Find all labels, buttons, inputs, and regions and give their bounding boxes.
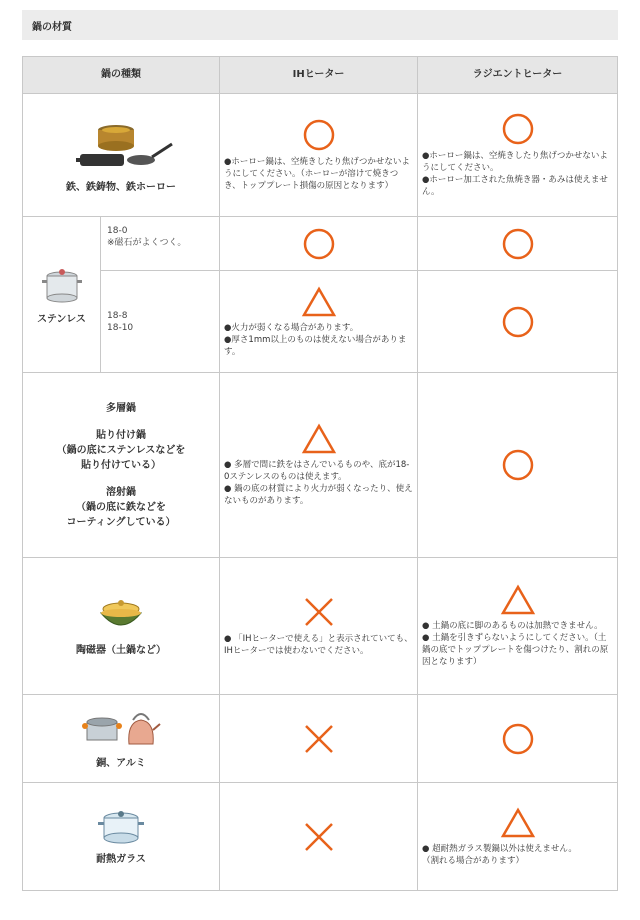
circle-icon — [422, 448, 613, 482]
stainless-pot-illustration — [24, 264, 99, 308]
material-line: 貼り付けている） — [81, 459, 161, 471]
ih-cell-stainless-18-8 — [220, 271, 418, 373]
section-header — [22, 10, 618, 40]
material-cell-iron — [23, 94, 220, 217]
material-line: 多層鍋 — [106, 402, 136, 414]
ih-cell-stainless-18-0 — [220, 217, 418, 271]
pot-material-table — [22, 56, 618, 891]
section-title: 鍋の材質 — [32, 22, 72, 33]
radiant-cell-multilayer — [418, 373, 618, 558]
col-header-ih: IHヒーター — [220, 57, 418, 94]
cross-icon — [224, 595, 413, 629]
material-name: 銅、アルミ — [96, 757, 146, 769]
radiant-note: ● 土鍋の底に脚のあるものは加熱できません。 ● 土鍋を引きずらないようにしてください。（土鍋の底でトッププレートを傷つけたり、割れの原因となります） — [422, 621, 609, 667]
radiant-cell-iron — [418, 94, 618, 217]
triangle-icon — [224, 286, 413, 318]
copper-pots-illustration — [24, 708, 218, 752]
col-header-type: 鍋の種類 — [23, 57, 220, 94]
iron-pots-illustration — [24, 116, 218, 176]
cross-icon — [224, 722, 413, 756]
radiant-cell-stainless-18-0 — [418, 217, 618, 271]
ih-cell-copper — [220, 695, 418, 783]
stainless-18-0-label: 18-0 ※磁石がよくつく。 — [101, 217, 220, 271]
material-cell-multilayer — [23, 373, 220, 558]
material-name: 鉄、鉄鋳物、鉄ホーロー — [66, 182, 176, 193]
glass-pot-illustration — [24, 808, 218, 848]
stainless-18-8-label: 18-8 18-10 — [101, 271, 220, 373]
material-line: （鍋の底に鉄などを — [76, 501, 166, 513]
ih-note: ●火力が弱くなる場合があります。 ●厚さ1mm以上のものは使えない場合があります。 — [224, 322, 407, 357]
ih-cell-ceramic — [220, 558, 418, 695]
col-header-radiant: ラジエントヒーター — [418, 57, 618, 94]
ih-note: ●ホーロー鍋は、空焼きしたり焦げつかせないようにしてください。（ホーローが溶けて焼きつき、トッププレート損傷の原因となります） — [224, 157, 410, 191]
radiant-cell-copper — [418, 695, 618, 783]
cross-icon — [224, 820, 413, 854]
circle-icon — [224, 118, 413, 152]
triangle-icon — [422, 584, 613, 616]
material-cell-glass — [23, 783, 220, 891]
clay-pot-illustration — [24, 595, 218, 639]
material-cell-copper — [23, 695, 220, 783]
ih-cell-glass — [220, 783, 418, 891]
ih-note: ● 「IHヒーターで使える」と表示されていても、IHヒーターでは使わないでください。 — [224, 634, 413, 656]
material-name: 耐熱ガラス — [96, 853, 146, 865]
circle-icon — [422, 112, 613, 146]
material-line: （鍋の底にステンレスなどを — [56, 444, 186, 456]
radiant-note: ● 超耐熱ガラス製鍋以外は使えません。 （割れる場合があります） — [422, 843, 577, 866]
ih-cell-iron — [220, 94, 418, 217]
material-cell-stainless — [23, 217, 101, 373]
radiant-note: ●ホーロー鍋は、空焼きしたり焦げつかせないようにしてください。 ●ホーロー加工された魚焼き器・あみは使えません。 — [422, 151, 608, 197]
material-name: 陶磁器（土鍋など） — [76, 645, 166, 656]
ih-cell-multilayer — [220, 373, 418, 558]
triangle-icon — [224, 423, 413, 455]
material-line: 溶射鍋 — [106, 486, 136, 498]
material-cell-ceramic — [23, 558, 220, 695]
circle-icon — [422, 227, 613, 261]
circle-icon — [224, 227, 413, 261]
circle-icon — [422, 722, 613, 756]
radiant-cell-ceramic — [418, 558, 618, 695]
material-line: コーティングしている） — [66, 516, 176, 528]
triangle-icon — [422, 807, 613, 839]
circle-icon — [422, 305, 613, 339]
radiant-cell-stainless-18-8 — [418, 271, 618, 373]
ih-note: ● 多層で間に鉄をはさんでいるものや、底が18-0ステンレスのものは使えます。 ● 鍋の底の材質により火力が弱くなったり、使えないものがあります。 — [224, 460, 413, 506]
material-line: 貼り付け鍋 — [96, 429, 146, 441]
material-name: ステンレス — [37, 313, 86, 325]
radiant-cell-glass — [418, 783, 618, 891]
